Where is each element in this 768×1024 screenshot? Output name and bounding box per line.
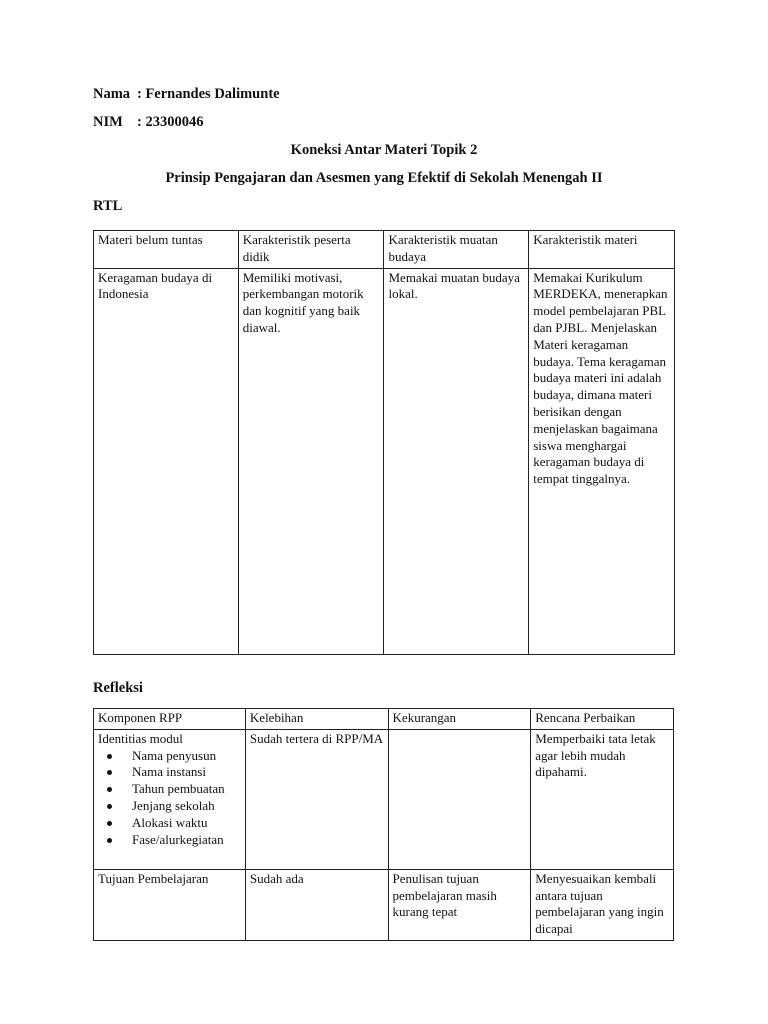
rtl-data-row	[94, 268, 675, 654]
rtl-heading: RTL	[93, 198, 123, 214]
refleksi-cell-komponen: Tujuan Pembelajaran	[94, 869, 246, 940]
refleksi-row-identitas	[94, 729, 674, 869]
refleksi-header-cell: Kelebihan	[245, 709, 388, 730]
document-title: Koneksi Antar Materi Topik 2	[290, 142, 478, 158]
list-item: Fase/alurkegiatan	[132, 832, 241, 849]
rtl-table	[93, 230, 675, 655]
refleksi-cell-rencana: Memperbaiki tata letak agar lebih mudah dipahami.	[531, 729, 674, 869]
document-subtitle: Prinsip Pengajaran dan Asesmen yang Efektif di Sekolah Menengah II	[165, 170, 603, 186]
refleksi-header-cell: Komponen RPP	[94, 709, 246, 730]
list-item: Alokasi waktu	[132, 815, 241, 832]
rtl-cell-materi-karakteristik: Memakai Kurikulum MERDEKA, menerapkan model pembelajaran PBL dan PJBL. Menjelaskan Materi keragaman budaya. Tema keragaman budaya materi ini adalah budaya, dimana materi berisikan dengan menjelaskan bagaimana siswa menghargai keragaman budaya di tempat tinggalnya.	[529, 268, 675, 654]
list-item: Tahun pembuatan	[132, 781, 241, 798]
nim-line	[93, 114, 203, 131]
rtl-header-cell: Karakteristik peserta didik	[238, 231, 384, 269]
nama-line	[93, 86, 280, 103]
nim-label: NIM	[93, 114, 123, 130]
refleksi-cell-kekurangan	[388, 729, 531, 869]
refleksi-table	[93, 708, 674, 941]
rtl-header-cell: Karakteristik materi	[529, 231, 675, 269]
refleksi-cell-rencana: Menyesuaikan kembali antara tujuan pembelajaran yang ingin dicapai	[531, 869, 674, 940]
komponen-title: Identitias modul	[98, 730, 183, 746]
list-item: Nama penyusun	[132, 748, 241, 765]
rtl-cell-muatan-budaya: Memakai muatan budaya lokal.	[384, 268, 529, 654]
nama-label: Nama	[93, 86, 131, 102]
refleksi-cell-kekurangan: Penulisan tujuan pembelajaran masih kurang tepat	[388, 869, 531, 940]
refleksi-cell-kelebihan: Sudah ada	[245, 869, 388, 940]
rtl-cell-materi: Keragaman budaya di Indonesia	[94, 268, 239, 654]
refleksi-header-cell: Rencana Perbaikan	[531, 709, 674, 730]
list-item: Jenjang sekolah	[132, 798, 241, 815]
refleksi-header-cell: Kekurangan	[388, 709, 531, 730]
refleksi-cell-komponen	[94, 729, 246, 869]
list-item: Nama instansi	[132, 764, 241, 781]
rtl-header-cell: Karakteristik muatan budaya	[384, 231, 529, 269]
rtl-header-row	[94, 231, 675, 269]
refleksi-heading: Refleksi	[93, 680, 143, 696]
refleksi-header-row	[94, 709, 674, 730]
rtl-cell-peserta-didik: Memiliki motivasi, perkembangan motorik dan kognitif yang baik diawal.	[238, 268, 384, 654]
refleksi-row-tujuan	[94, 869, 674, 940]
nim-value: : 23300046	[137, 114, 204, 130]
rtl-header-cell: Materi belum tuntas	[94, 231, 239, 269]
nama-value: : Fernandes Dalimunte	[137, 86, 280, 102]
komponen-list	[98, 748, 241, 849]
refleksi-cell-kelebihan: Sudah tertera di RPP/MA	[245, 729, 388, 869]
